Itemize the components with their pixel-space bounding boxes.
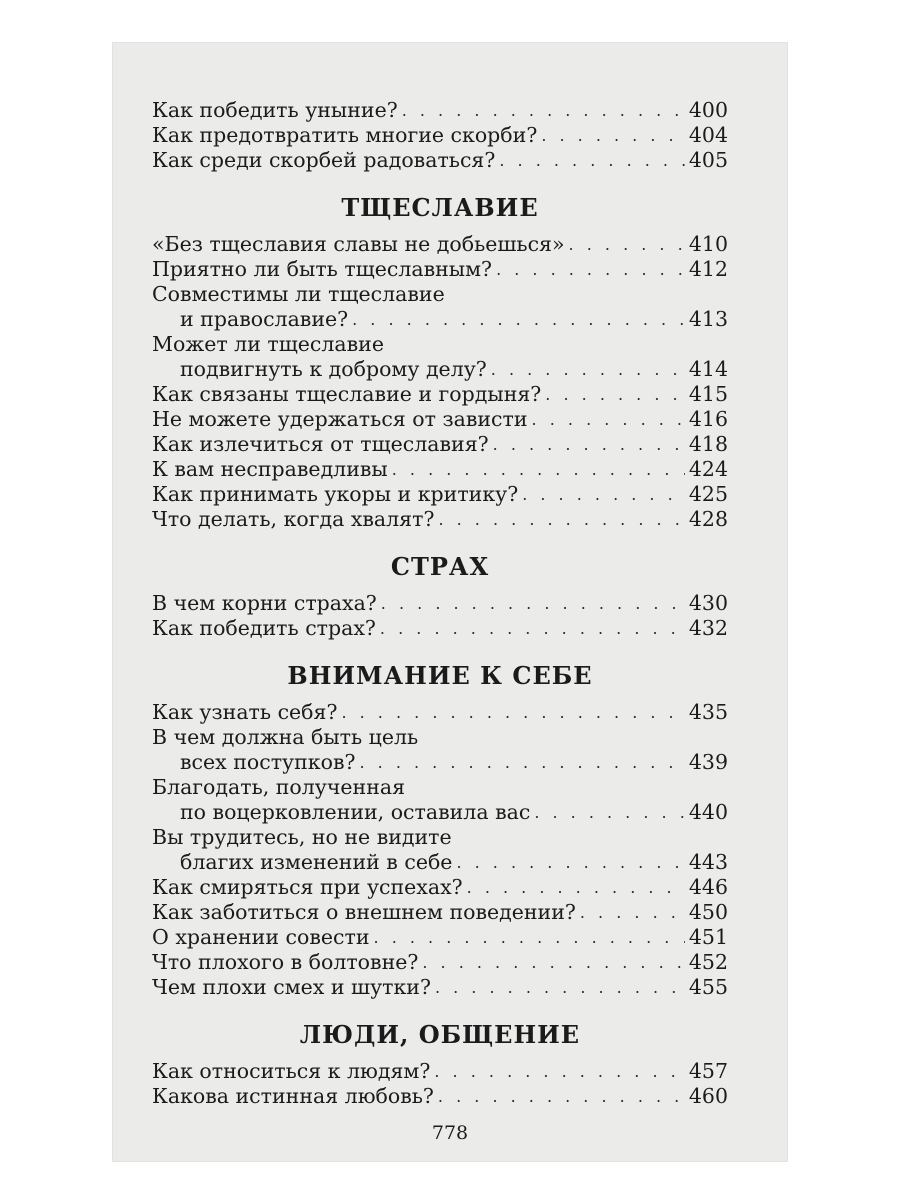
toc-entry [152,123,728,148]
dot-leader [435,975,685,1000]
toc-entry-page: 457 [688,1059,728,1083]
dot-leader [434,1059,684,1084]
toc-entry-title: Совместимы ли тщеславие [152,282,445,306]
toc-entry [152,875,728,900]
toc-entry-page: 410 [688,232,728,256]
toc-entry-page: 412 [688,257,728,281]
dot-leader [352,307,685,332]
toc-entry-page: 424 [688,457,728,481]
toc-entry-title-continued: подвигнуть к доброму делу? [180,357,487,381]
section-heading: ТЩЕСЛАВИЕ [341,193,539,222]
toc-entry [152,382,728,407]
dot-leader [341,700,684,725]
toc-entry-title: Как принимать укоры и критику? [152,482,519,506]
toc-entry-title: Как среди скорбей радоваться? [152,148,496,172]
toc-entry [152,332,728,382]
toc-entry-page: 432 [688,616,728,640]
toc-entry-title-continued: всех поступков? [180,750,356,774]
dot-leader [438,507,684,532]
toc-entry-title: Как узнать себя? [152,700,338,724]
toc-entry [152,616,728,641]
toc-entry-page: 451 [688,925,728,949]
toc-entry-title: Как излечиться от тщеславия? [152,432,489,456]
toc-entry-page: 418 [688,432,728,456]
toc-entry [152,457,728,482]
dot-leader [422,950,685,975]
dot-leader [532,407,685,432]
toc-entry [152,975,728,1000]
toc-entry-page: 450 [688,900,728,924]
toc-entry-page: 416 [688,407,728,431]
toc-entry [152,925,728,950]
toc-entry-title: Как заботиться о внешнем поведении? [152,900,576,924]
dot-leader [381,591,685,616]
dot-leader [456,850,684,875]
toc-entry-title: Как относиться к людям? [152,1059,431,1083]
toc-entry-title: Чем плохи смех и шутки? [152,975,431,999]
book-page [112,42,788,1162]
dot-leader [522,482,685,507]
toc-entry [152,775,728,825]
toc-entry-title: Как предотвратить многие скорби? [152,123,538,147]
toc-entry-page: 425 [688,482,728,506]
toc-entry-title: Может ли тщеславие [152,332,384,356]
toc-entry-title-continued: и православие? [180,307,349,331]
dot-leader [438,1084,685,1109]
dot-leader [499,148,685,173]
toc-entry-title: О хранении совести [152,925,370,949]
dot-leader [534,800,685,825]
toc-entry [152,700,728,725]
toc-entry-page: 452 [688,950,728,974]
dot-leader [493,432,685,457]
dot-leader [359,750,684,775]
toc-entry-page: 405 [688,148,728,172]
toc-entry [152,900,728,925]
dot-leader [545,382,685,407]
toc-entry-page: 430 [688,591,728,615]
toc-entry-page: 446 [688,875,728,899]
dot-leader [467,875,685,900]
toc-entry [152,407,728,432]
dot-leader [392,457,685,482]
toc-entry [152,1084,728,1109]
toc-entry-title: «Без тщеславия славы не добьешься» [152,232,565,256]
toc-entry [152,232,728,257]
table-of-contents [152,98,728,1109]
toc-entry-page: 404 [688,123,728,147]
toc-entry-page: 435 [688,700,728,724]
toc-entry-page: 440 [688,800,728,824]
toc-entry-title: Что плохого в болтовне? [152,950,419,974]
toc-entry-title: Как смиряться при успехах? [152,875,463,899]
toc-entry-title: В чем корни страха? [152,591,377,615]
dot-leader [374,925,685,950]
dot-leader [380,616,685,641]
toc-entry-page: 428 [688,507,728,531]
page-number: 778 [431,1122,469,1144]
toc-entry-title: Какова истинная любовь? [152,1084,434,1108]
toc-entry-page: 414 [688,357,728,381]
dot-leader [541,123,685,148]
toc-entry [152,725,728,775]
section-heading: СТРАХ [390,552,490,581]
toc-entry-title: Как победить страх? [152,616,376,640]
dot-leader [580,900,685,925]
toc-entry-title: В чем должна быть цель [152,725,419,749]
toc-entry-title: Как победить уныние? [152,98,398,122]
toc-entry [152,148,728,173]
section-heading: ВНИМАНИЕ К СЕБЕ [287,661,593,690]
toc-entry-title: Что делать, когда хвалят? [152,507,435,531]
toc-entry-page: 439 [688,750,728,774]
section-heading: ЛЮДИ, ОБЩЕНИЕ [299,1020,581,1049]
dot-leader [496,257,685,282]
toc-entry [152,825,728,875]
toc-entry-title: Благодать, полученная [152,775,406,799]
toc-entry [152,950,728,975]
toc-entry [152,1059,728,1084]
toc-entry-page: 413 [688,307,728,331]
toc-entry [152,257,728,282]
toc-entry [152,591,728,616]
toc-entry-title: Как связаны тщеславие и гордыня? [152,382,542,406]
dot-leader [569,232,685,257]
toc-entry [152,432,728,457]
toc-entry-page: 460 [688,1084,728,1108]
toc-entry [152,98,728,123]
toc-entry-title-continued: благих изменений в себе [180,850,453,874]
toc-entry-title: К вам несправедливы [152,457,388,481]
toc-entry-page: 443 [688,850,728,874]
toc-entry [152,282,728,332]
toc-entry [152,507,728,532]
toc-entry-page: 415 [688,382,728,406]
toc-entry [152,482,728,507]
toc-entry-title-continued: по воцерковлении, оставила вас [180,800,531,824]
toc-entry-title: Приятно ли быть тщеславным? [152,257,493,281]
toc-entry-title: Вы трудитесь, но не видите [152,825,452,849]
dot-leader [402,98,685,123]
toc-entry-page: 455 [688,975,728,999]
toc-entry-page: 400 [688,98,728,122]
toc-entry-title: Не можете удержаться от зависти [152,407,528,431]
dot-leader [491,357,685,382]
